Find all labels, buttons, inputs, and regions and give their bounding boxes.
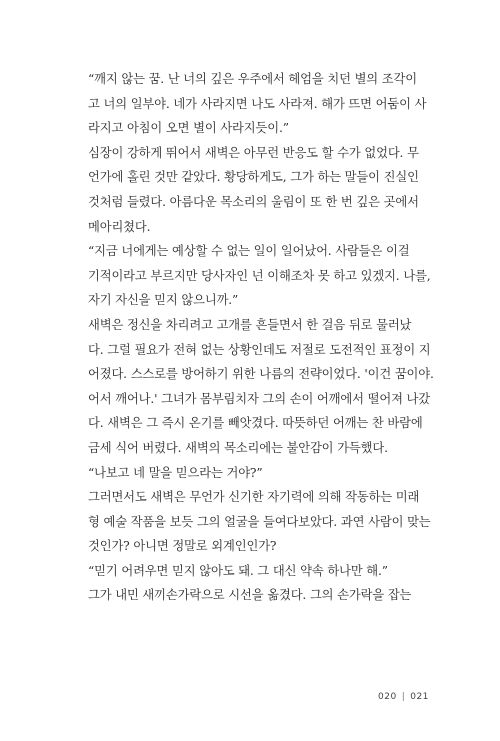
text-line-6: 것처럼 들렸다. 아름다운 목소리의 울림이 또 한 번 깊은 곳에서	[88, 194, 419, 209]
text-line-9: 기적이라고 부르지만 당사자인 넌 이해조차 못 하고 있겠지. 나를,	[88, 268, 431, 283]
text-line-19: 형 예술 작품을 보듯 그의 얼굴을 들여다보았다. 과연 사람이 맞는	[88, 514, 431, 529]
text-line-11: 새벽은 정신을 차리려고 고개를 흔들면서 한 걸음 뒤로 물러났	[88, 317, 412, 332]
text-line-18: 그러면서도 새벽은 무언가 신기한 자기력에 의해 작동하는 미래	[88, 490, 420, 505]
text-line-21: “믿기 어려우면 믿지 않아도 돼. 그 대신 약속 하나만 해.”	[88, 563, 388, 578]
text-line-13: 어졌다. 스스로를 방어하기 위한 나름의 전략이었다. '이건 꿈이야.	[88, 367, 434, 382]
text-line-22: 그가 내민 새끼손가락으로 시선을 옮겼다. 그의 손가락을 잡는	[88, 588, 412, 603]
text-line-16: 금세 식어 버렸다. 새벽의 목소리에는 불안감이 가득했다.	[88, 440, 388, 455]
text-line-15: 다. 새벽은 그 즉시 온기를 빼앗겼다. 따뜻하던 어깨는 찬 바람에	[88, 416, 423, 431]
text-line-8: “지금 너에게는 예상할 수 없는 일이 일어났어. 사람들은 이걸	[88, 244, 410, 259]
text-line-10: 자기 자신을 믿지 않으니까.”	[88, 293, 239, 308]
text-line-1: “깨지 않는 꿈. 난 너의 깊은 우주에서 헤엄을 치던 별의 조각이	[88, 72, 417, 86]
right-page-number: 021	[410, 692, 429, 702]
left-page-number: 020	[378, 692, 397, 702]
page-numbers	[378, 692, 429, 702]
text-line-5: 언가에 홀린 것만 같았다. 황당하게도, 그가 하는 말들이 진실인	[88, 170, 419, 185]
body-text	[88, 67, 444, 608]
text-line-2: 고 너의 일부야. 네가 사라지면 나도 사라져. 해가 뜨면 어둠이 사	[88, 96, 427, 111]
text-line-20: 것인가? 아니면 정말로 외계인인가?	[88, 539, 277, 554]
text-line-3: 라지고 아침이 오면 별이 사라지듯이.”	[88, 121, 289, 136]
page-number-separator: |	[401, 692, 406, 702]
text-line-7: 메아리쳤다.	[88, 219, 151, 234]
text-line-4: 심장이 강하게 뛰어서 새벽은 아무런 반응도 할 수가 없었다. 무	[88, 145, 419, 160]
text-line-14: 어서 깨어나.' 그녀가 몸부림치자 그의 손이 어깨에서 떨어져 나갔	[88, 391, 431, 406]
text-line-17: “나보고 네 말을 믿으라는 거야?”	[88, 465, 263, 480]
text-line-12: 다. 그럴 필요가 전혀 없는 상황인데도 저절로 도전적인 표정이 지	[88, 342, 431, 357]
